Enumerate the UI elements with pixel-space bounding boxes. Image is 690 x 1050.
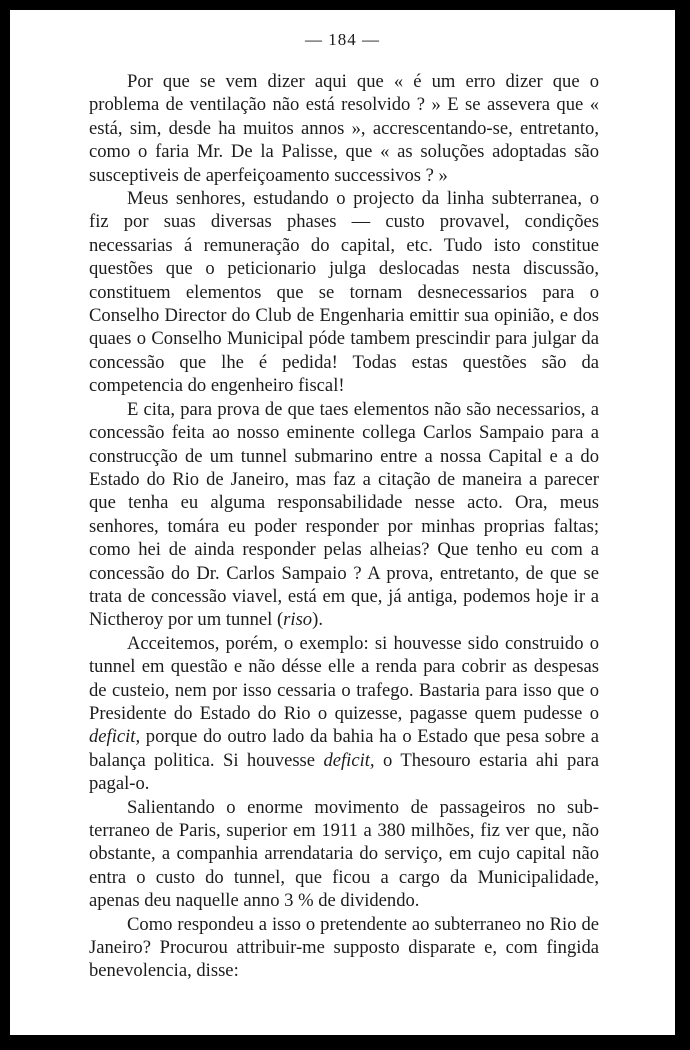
page-number: — 184 —	[305, 30, 380, 49]
paragraph-1	[89, 70, 599, 187]
body-text	[89, 70, 599, 983]
paragraph-3-italic: riso	[283, 609, 313, 631]
paragraph-4-italic: deficit,	[89, 726, 141, 748]
paragraph-3: E cita, para prova de que taes elementos não são necessarios, a concessão feita ao nosso eminente collega Carlos Sampaio para a construcção de um tunnel submarino entre a nossa Capital e a do Estado do Rio de Janeiro, mas faz a citação de maneira a parecer que tenha eu alguma responsabilidade nesse acto. Ora, meus senhores, tomára eu poder responder por minhas proprias faltas; como hei de ainda responder pelas alheias? Que tenho eu com a concessão do Dr. Carlos Sampaio ? A prova, entretanto, de que se trata de concessão viavel, está em que, já antiga, podemos hoje ir a Nictheroy por um tunnel (riso).	[89, 398, 599, 631]
paragraph-4-after: porque do outro lado da bahia ha o Estado que pesa sobre a balança politica. Si houvesse	[89, 726, 599, 771]
paragraph-2-text: Meus senhores, estudando o projecto da linha subterranea, o fiz por suas diversas phases — custo provavel, condições necessarias á remuneração do capital, etc. Tudo isto constitue questões que o peticionario julga deslocadas nesta discussão, constituem elementos que se tornam desnecessarios para o Conselho Director do Club de Engenharia emittir sua opinião, e dos quaes o Conselho Municipal póde tambem prescindir para julgar da concessão que lhe é pedida! Todas estas questões são da competencia do engenheiro fiscal!	[89, 188, 599, 397]
book-page	[10, 10, 675, 1035]
paragraph-3-text: E cita, para prova de que taes elementos não são necessarios, a concessão feita ao nosso eminente collega Carlos Sampaio para a construcção de um tunnel submarino entre a nossa Capital e a do Estado do Rio de Janeiro, mas faz a citação de maneira a parecer que tenha eu alguma responsabilidade nesse acto. Ora, meus senhores, tomára eu poder responder por minhas proprias faltas; como hei de ainda responder pelas alheias? Que tenho eu com a concessão do Dr. Carlos Sampaio ? A prova, entretanto, de que se trata de concessão viavel, está em que, já antiga, podemos hoje ir a Nictheroy por um tunnel	[89, 398, 599, 631]
paragraph-4	[89, 632, 599, 796]
paragraph-2	[89, 187, 599, 398]
paragraph-6	[89, 913, 599, 983]
paragraph-6-text: Como respondeu a isso o pretendente ao subterraneo no Rio de Janeiro? Procurou attribuir-me supposto disparate e, com fingida benevolencia, disse:	[89, 913, 599, 982]
paragraph-3-after: .	[318, 609, 323, 631]
paragraph-4-after-2: o Thesouro estaria ahi para pagal-o.	[89, 749, 599, 795]
paragraph-5-text: Salientando o enorme movimento de passageiros no subterraneo de Paris, superior em 1911 a 380 milhões, fiz ver que, não obstante, a companhia arrendataria do serviço, em cujo capital não entra o custo do tunnel, que ficou a cargo da Municipalidade, apenas deu naquelle anno 3 % de dividendo.	[89, 796, 599, 912]
paragraph-4-italic-2: deficit,	[323, 749, 375, 771]
paragraph-1-text: Por que se vem dizer aqui que « é um erro dizer que o problema de ventilação não está resolvido ? » E se assevera que « está, sim, desde ha muitos annos », accrescentando-se, entretanto, como o faria Mr. De la Palisse, que « as soluções adoptadas são susceptiveis de aperfeiçoamento successivos ? »	[89, 71, 599, 186]
paragraph-5	[89, 796, 599, 913]
paragraph-4-text: Acceitemos, porém, o exemplo: si houvesse sido construido o tunnel em questão e não désse elle a renda para cobrir as despesas de custeio, nem por isso cessaria o trafego. Bastaria para isso que o Presidente do Estado do Rio o quizesse, pagasse quem pudesse o	[89, 632, 599, 724]
